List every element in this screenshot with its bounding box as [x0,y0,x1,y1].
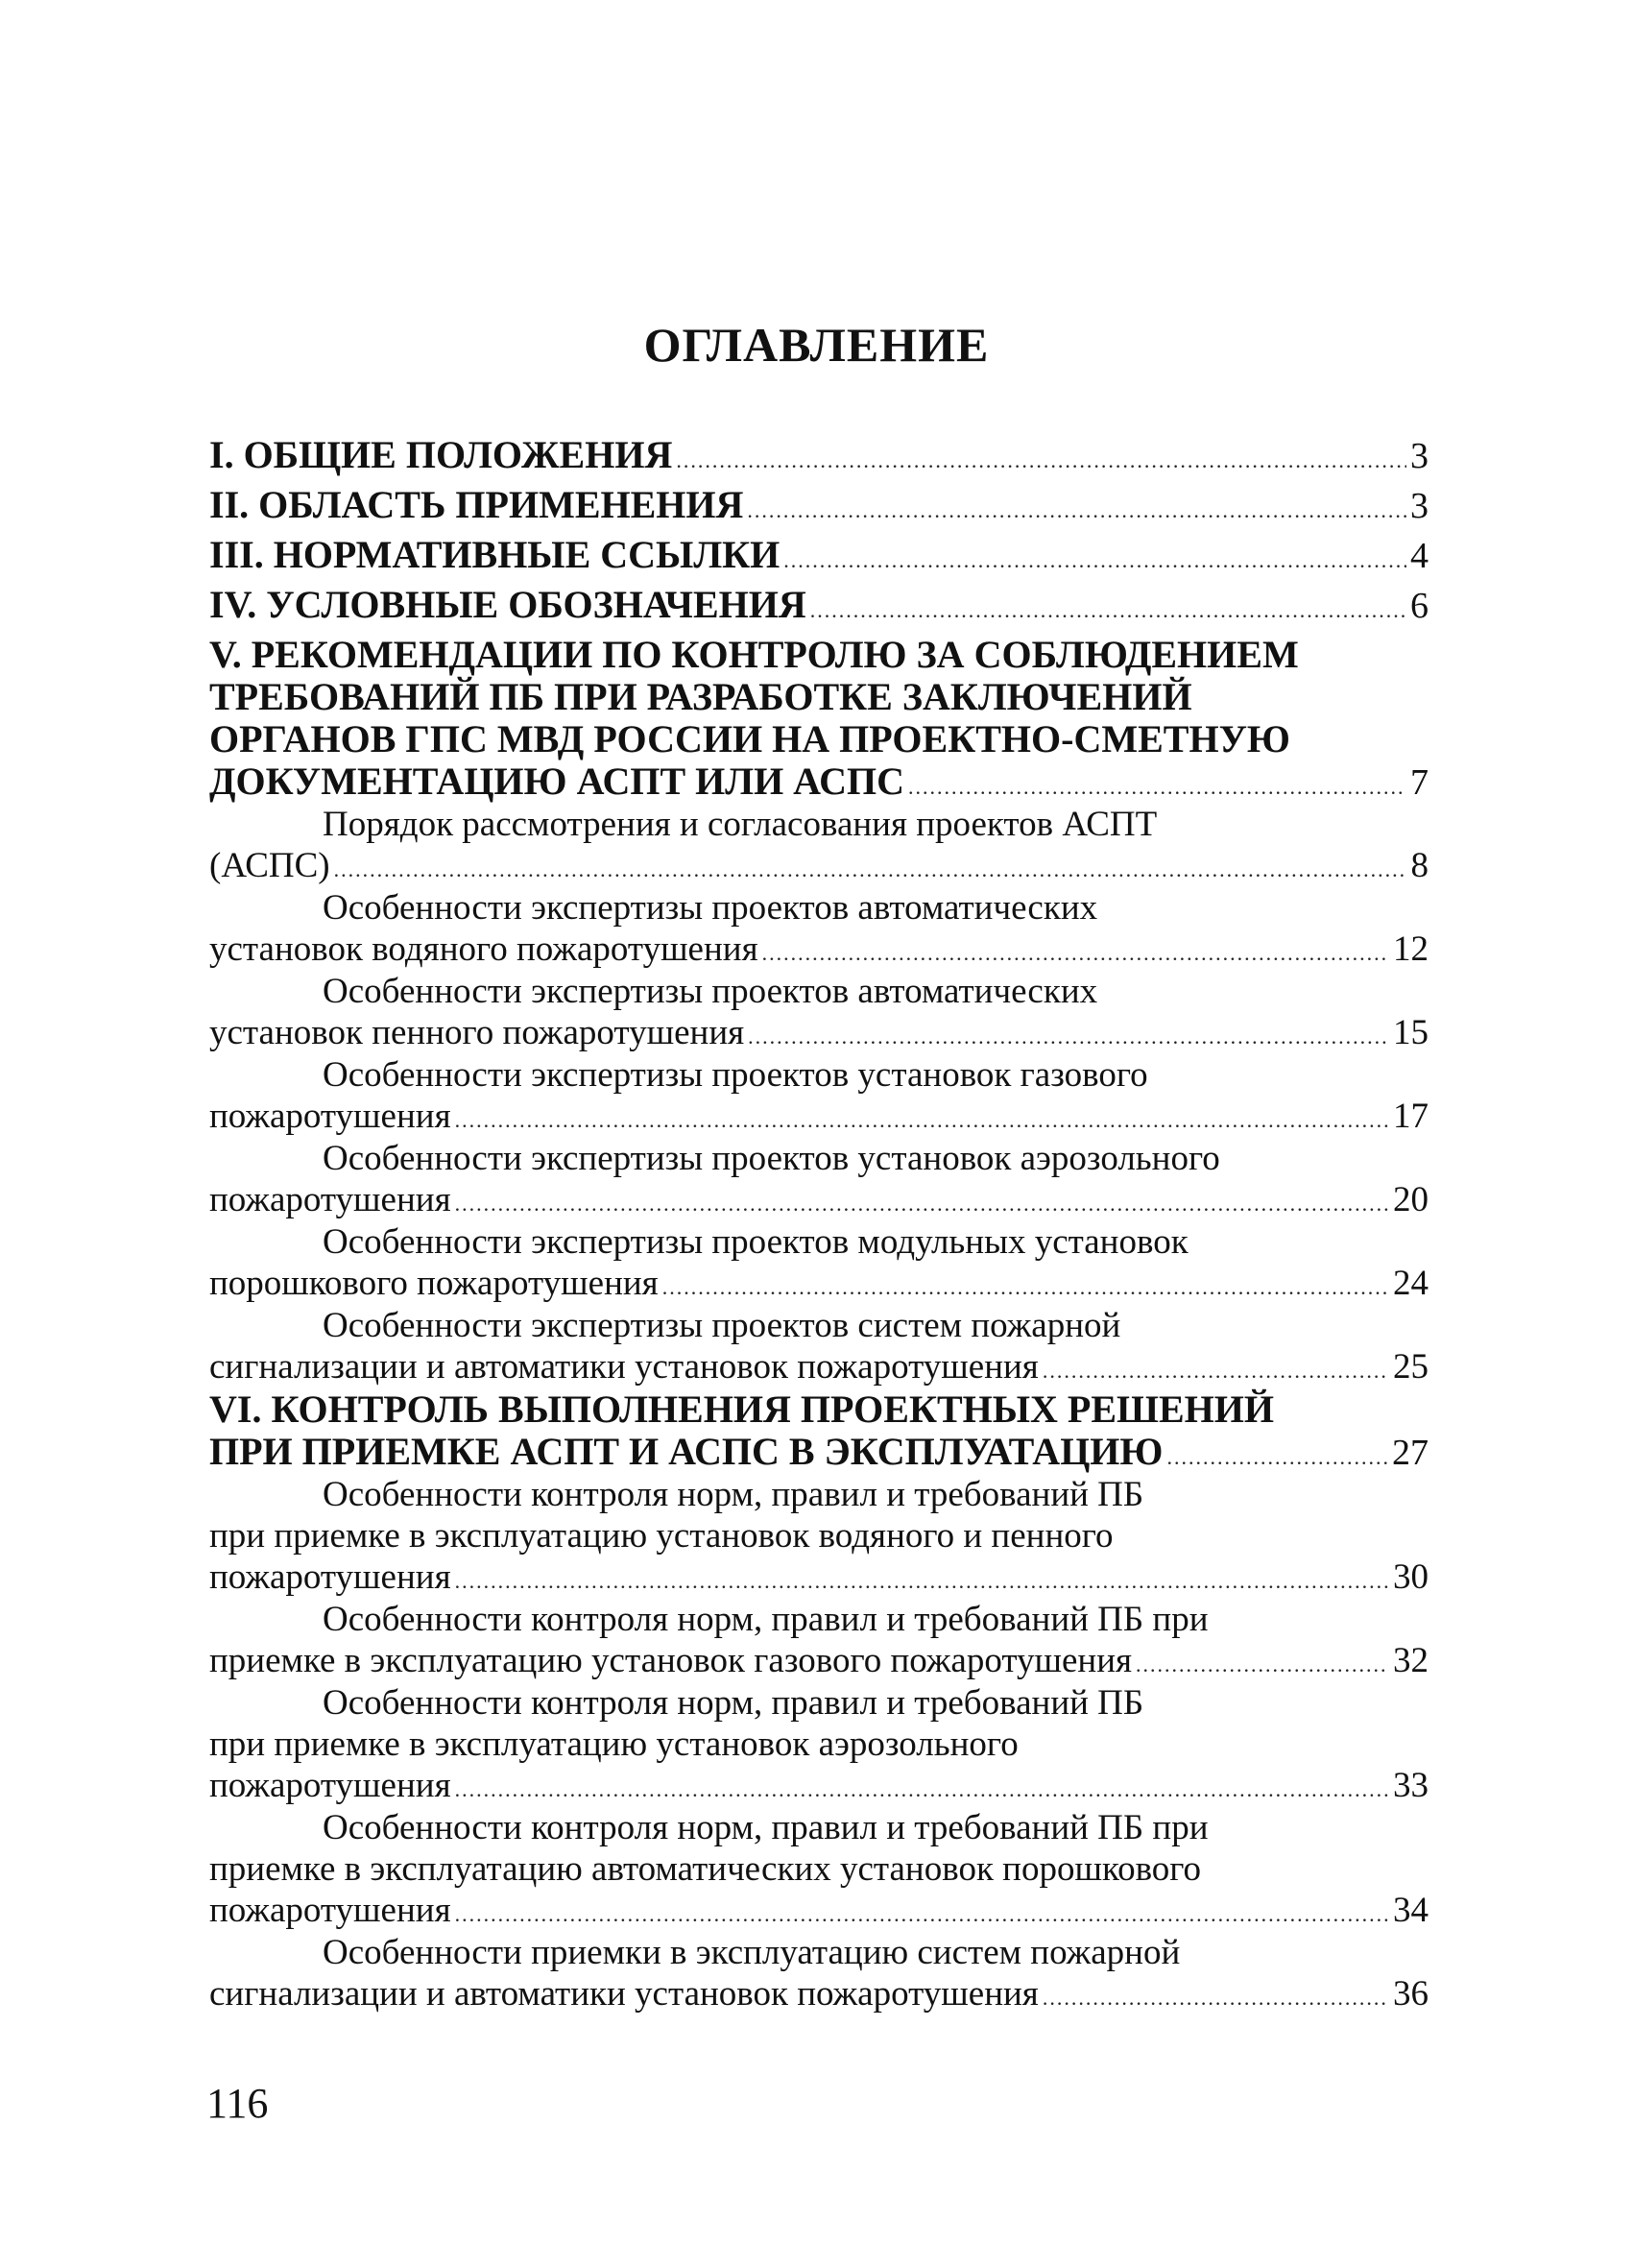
toc-entry-title: при приемке в эксплуатацию установок водяного и пенного [209,1516,1114,1556]
toc-page-number: 15 [1393,1013,1429,1052]
toc-entry-subsection[interactable] [209,971,1429,1053]
page-number: 116 [206,2080,269,2127]
toc-entry-title: Особенности экспертизы проектов установок газового [323,1055,1148,1095]
toc-page-number: 24 [1393,1264,1429,1303]
toc-entry-section-4[interactable] [209,584,1429,626]
leader-dots [783,540,1406,576]
toc-entry-title: установок пенного пожаротушения [209,1013,745,1052]
toc-entry-title: ТРЕБОВАНИЙ ПБ ПРИ РАЗРАБОТКЕ ЗАКЛЮЧЕНИЙ [209,676,1192,718]
toc-page-number: 4 [1410,536,1429,576]
toc-entry-title: пожаротушения [209,1891,451,1930]
toc-entry-title: приемке в эксплуатацию установок газового пожаротушения [209,1641,1133,1680]
toc-page-number: 30 [1393,1557,1429,1597]
toc-entry-title: при приемке в эксплуатацию установок аэрозольного [209,1725,1019,1764]
toc-title: ОГЛАВЛЕНИЕ [643,318,990,372]
toc-entry-subsection[interactable] [209,1682,1429,1806]
toc-entry-title: ДОКУМЕНТАЦИЮ АСПТ ИЛИ АСПС [209,760,904,803]
toc-entry-subsection[interactable] [209,1474,1429,1598]
toc-page-number: 32 [1393,1641,1429,1680]
toc-entry-title: Порядок рассмотрения и согласования проектов АСПТ [323,805,1158,844]
leader-dots [1166,1436,1388,1473]
toc-entry-subsection[interactable] [209,1305,1429,1387]
toc-entry-title: сигнализации и автоматики установок пожаротушения [209,1974,1039,2014]
toc-entry-subsection[interactable] [209,1599,1429,1681]
table-of-contents [209,434,1429,2015]
leader-dots [762,932,1389,970]
toc-page-number: 3 [1410,436,1429,476]
toc-entry-subsection[interactable] [209,1807,1429,1931]
toc-entry-title: Особенности приемки в эксплуатацию систем пожарной [323,1933,1181,1972]
toc-entry-title: Особенности контроля норм, правил и требований ПБ при [323,1808,1209,1847]
leader-dots [810,590,1406,626]
toc-entry-subsection[interactable] [209,1932,1429,2015]
toc-entry-title: III. НОРМАТИВНЫЕ ССЫЛКИ [209,534,780,576]
toc-entry-title: сигнализации и автоматики установок пожаротушения [209,1347,1039,1387]
toc-entry-title: II. ОБЛАСТЬ ПРИМЕНЕНИЯ [209,484,744,526]
toc-page-number: 17 [1393,1097,1429,1136]
leader-dots [455,1099,1389,1137]
toc-entry-title: пожаротушения [209,1766,451,1805]
leader-dots [455,1560,1389,1598]
toc-entry-title: VI. КОНТРОЛЬ ВЫПОЛНЕНИЯ ПРОЕКТНЫХ РЕШЕНИЙ [209,1388,1274,1431]
toc-entry-section-3[interactable] [209,534,1429,576]
toc-page-number: 36 [1393,1974,1429,2014]
toc-page-number: 25 [1393,1347,1429,1387]
toc-page-number: 20 [1393,1180,1429,1219]
toc-entry-title: ОРГАНОВ ГПС МВД РОССИИ НА ПРОЕКТНО-СМЕТНУЮ [209,718,1290,760]
toc-entry-title: Особенности экспертизы проектов систем пожарной [323,1306,1121,1345]
leader-dots [455,1183,1389,1220]
toc-entry-title: порошкового пожаротушения [209,1264,659,1303]
leader-dots [747,490,1406,526]
toc-entry-section-1[interactable] [209,434,1429,476]
toc-page-number: 34 [1393,1891,1429,1930]
toc-entry-title: Особенности экспертизы проектов установок аэрозольного [323,1139,1220,1178]
toc-entry-title: Особенности экспертизы проектов автоматических [323,888,1098,928]
leader-dots [908,766,1406,803]
toc-page-number: 12 [1393,929,1429,969]
leader-dots [455,1894,1389,1931]
toc-entry-title: Особенности экспертизы проектов автоматических [323,972,1098,1011]
leader-dots [662,1267,1389,1304]
toc-page-number: 6 [1410,586,1429,626]
leader-dots [676,440,1406,476]
toc-entry-section-5[interactable] [209,634,1429,803]
toc-entry-title: пожаротушения [209,1557,451,1597]
toc-entry-title: Особенности контроля норм, правил и требований ПБ [323,1683,1144,1723]
toc-entry-title: Особенности экспертизы проектов модульных установок [323,1222,1189,1262]
toc-entry-title: ПРИ ПРИЕМКЕ АСПТ И АСПС В ЭКСПЛУАТАЦИЮ [209,1431,1164,1473]
toc-page-number: 8 [1410,846,1429,885]
toc-entry-subsection[interactable] [209,887,1429,970]
toc-entry-subsection[interactable] [209,804,1429,886]
leader-dots [1043,1350,1389,1387]
leader-dots [334,849,1407,886]
toc-entry-section-2[interactable] [209,484,1429,526]
toc-page-number: 27 [1392,1433,1429,1473]
toc-page-number: 7 [1410,762,1429,803]
toc-page-number: 33 [1393,1766,1429,1805]
leader-dots [748,1016,1389,1053]
toc-entry-section-6[interactable] [209,1388,1429,1473]
toc-entry-title: приемке в эксплуатацию автоматических установок порошкового [209,1849,1202,1889]
toc-entry-title: I. ОБЩИЕ ПОЛОЖЕНИЯ [209,434,673,476]
toc-page-number: 3 [1410,486,1429,526]
toc-entry-title: (АСПС) [209,846,330,885]
leader-dots [1136,1644,1389,1681]
toc-entry-title: пожаротушения [209,1097,451,1136]
toc-entry-title: установок водяного пожаротушения [209,929,758,969]
leader-dots [1043,1977,1389,2015]
toc-entry-title: Особенности контроля норм, правил и требований ПБ при [323,1600,1209,1639]
toc-entry-subsection[interactable] [209,1221,1429,1304]
toc-entry-title: IV. УСЛОВНЫЕ ОБОЗНАЧЕНИЯ [209,584,806,626]
toc-entry-subsection[interactable] [209,1054,1429,1137]
toc-entry-title: Особенности контроля норм, правил и требований ПБ [323,1475,1144,1514]
toc-entry-title: V. РЕКОМЕНДАЦИИ ПО КОНТРОЛЮ ЗА СОБЛЮДЕНИЕМ [209,634,1299,676]
toc-entry-subsection[interactable] [209,1138,1429,1220]
toc-entry-title: пожаротушения [209,1180,451,1219]
leader-dots [455,1769,1389,1806]
